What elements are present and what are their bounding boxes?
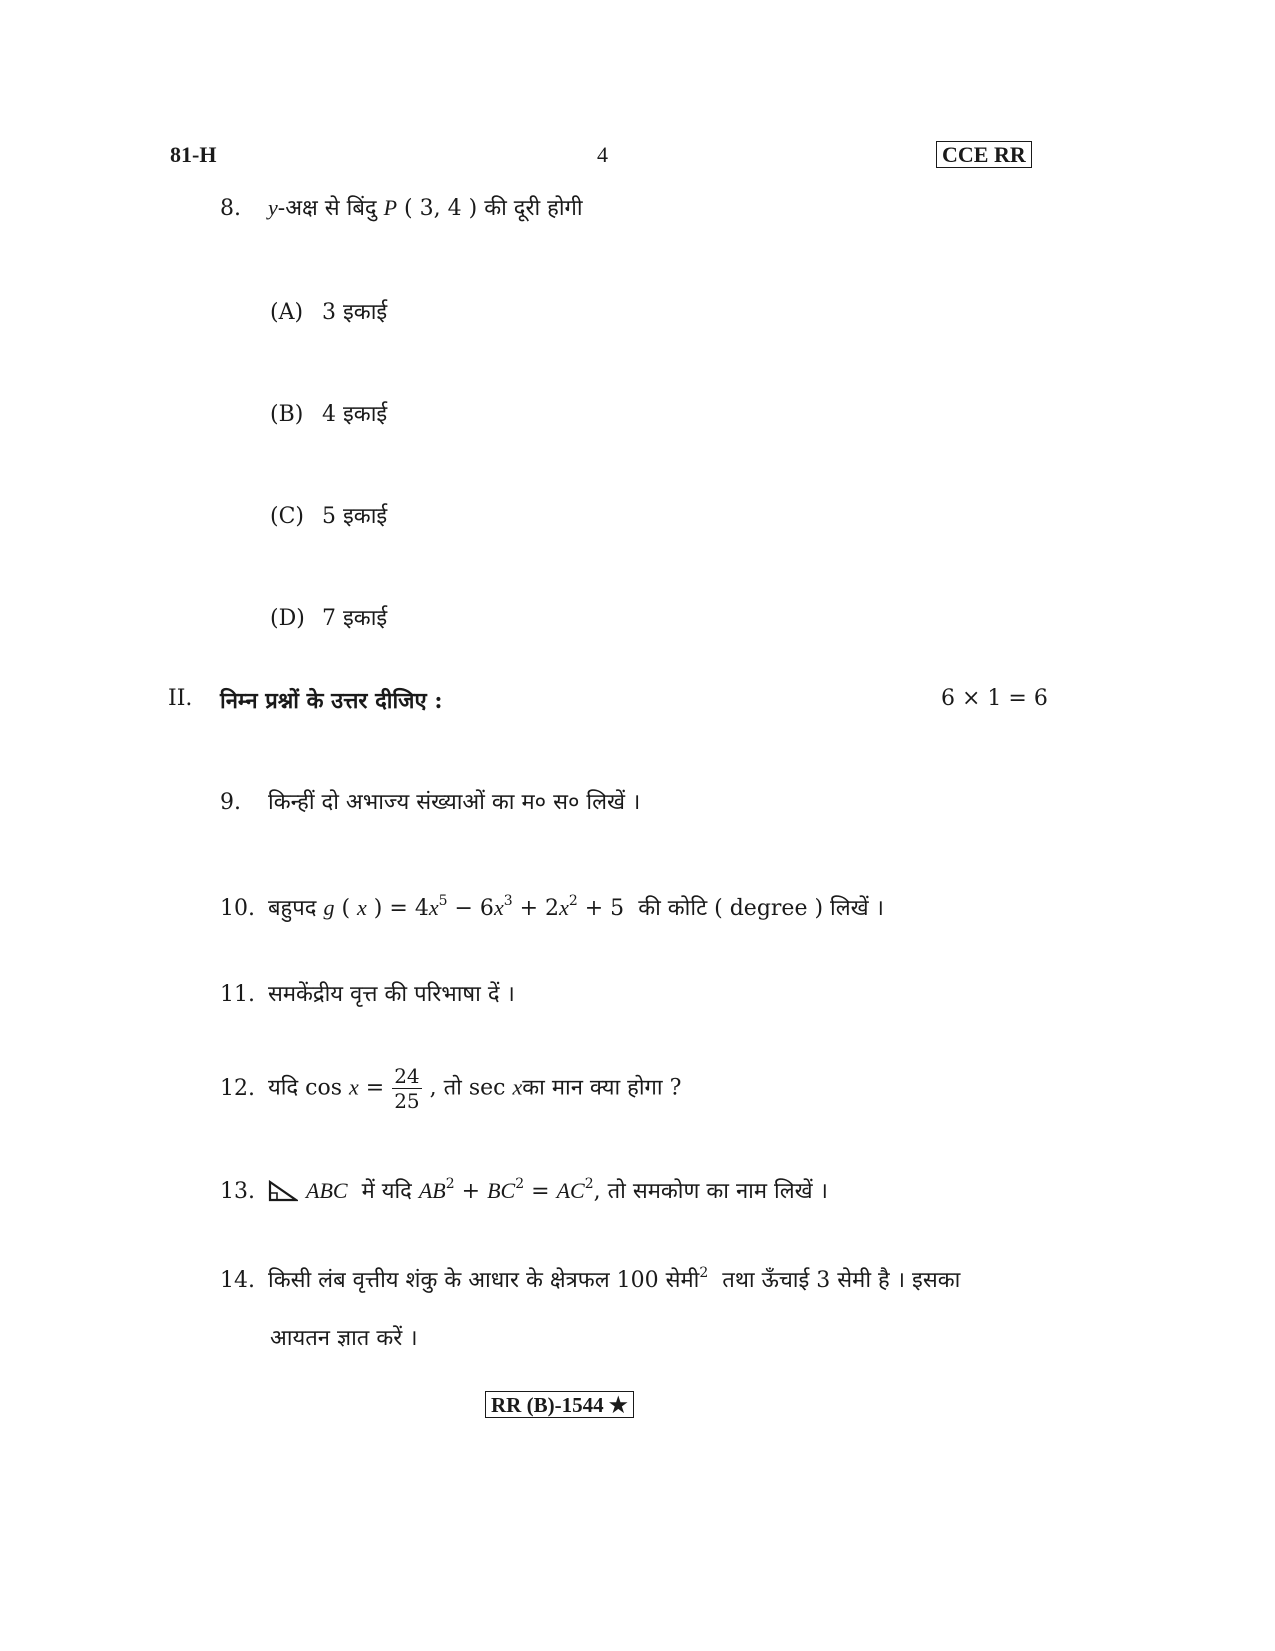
section-numeral: II.: [168, 686, 193, 711]
question-11: 11. समकेंद्रीय वृत्त की परिभाषा दें ।: [220, 980, 515, 1010]
option-b: (B) 4 इकाई: [270, 402, 388, 427]
question-number: 8.: [220, 196, 241, 221]
question-13: 13. ABC में यदि $AB^2 + BC^2 = AC^2$, तो समकोण का नाम लिखें ।: [220, 1176, 828, 1207]
section-title: निम्न प्रश्नों के उत्तर दीजिए :: [220, 688, 443, 714]
question-number: 11.: [220, 982, 255, 1007]
question-14-line-2: आयतन ज्ञात करें ।: [270, 1326, 418, 1351]
question-8: 8. y-अक्ष से बिंदु P ( 3, 4 ) की दूरी होगी: [220, 193, 583, 224]
page-number: 4: [597, 142, 608, 167]
question-number: 14.: [220, 1268, 255, 1293]
footer-code-box: [485, 1391, 634, 1418]
question-number: 12.: [220, 1075, 255, 1101]
star-icon: ★: [608, 1393, 628, 1417]
question-number: 13.: [220, 1179, 255, 1204]
question-number: 10.: [220, 896, 255, 921]
question-14: 14. किसी लंब वृत्तीय शंकु के आधार के क्षेत्रफल 100 सेमी$^2$ तथा ऊँचाई 3 सेमी है । इसका: [220, 1266, 960, 1296]
option-a: (A) 3 इकाई: [270, 300, 388, 325]
paper-code: 81-H: [170, 142, 217, 167]
question-12: 12. यदि cos x = $\frac{24}{25}$ , तो sec xका मान क्या होगा ?: [220, 1064, 682, 1113]
question-number: 9.: [220, 790, 241, 815]
fraction: $\frac{24}{25}$: [394, 1064, 420, 1113]
cce-rr-badge: CCE RR: [936, 141, 1032, 168]
option-c: (C) 5 इकाई: [270, 504, 388, 529]
footer-code: RR (B)-1544: [491, 1393, 604, 1417]
section-marks: 6 × 1 = 6: [941, 686, 1048, 711]
question-10: 10. बहुपद g ( x ) = $4x^5 - 6x^3 + 2x^2 + 5$ की कोटि ( degree ) लिखें ।: [220, 893, 884, 924]
option-d: (D) 7 इकाई: [270, 606, 388, 631]
right-triangle-icon: [268, 1180, 298, 1202]
question-9: 9. किन्हीं दो अभाज्य संख्याओं का म० स० लिखें ।: [220, 788, 640, 818]
